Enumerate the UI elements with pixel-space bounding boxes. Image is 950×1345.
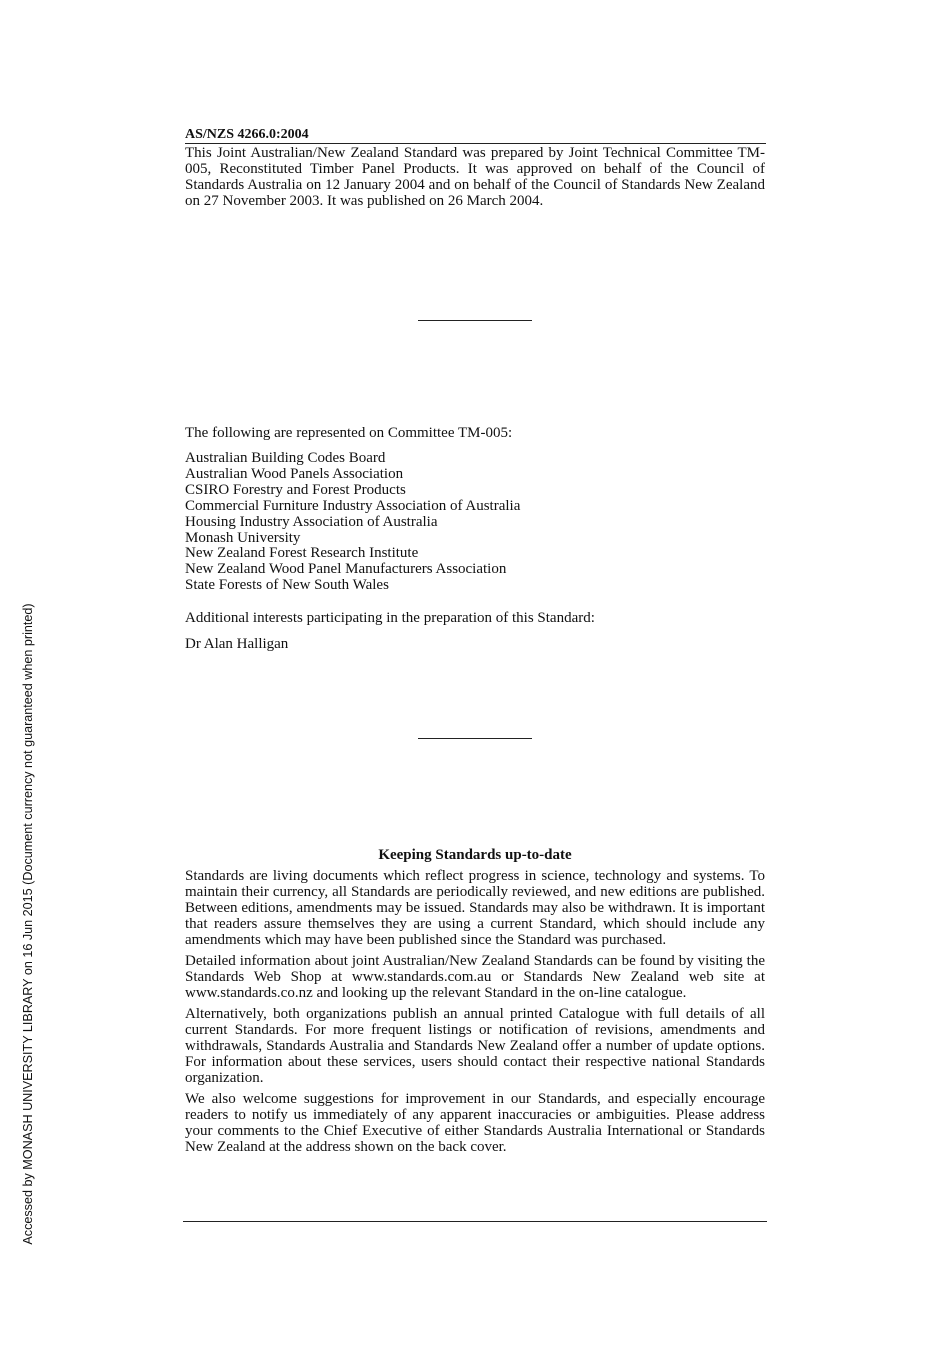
committee-intro: The following are represented on Committee TM-005: [185,425,513,441]
organization-item: New Zealand Wood Panel Manufacturers Association [185,561,507,578]
keeping-paragraph: Alternatively, both organizations publish an annual printed Catalogue with full details of all current Standards. For more frequent listings or notification of revisions, amendments and withdrawals, Standards Australia and Standards New Zealand offer a number of update options. For information about these services, users should contact their respective national Standards organization. [185,1006,765,1086]
keeping-paragraph: Detailed information about joint Australian/New Zealand Standards can be found by visiting the Standards Web Shop at www.standards.com.au or Standards New Zealand web site at www.standards.co.nz and looking up the relevant Standard in the on-line catalogue. [185,953,765,1001]
keeping-paragraph: We also welcome suggestions for improvement in our Standards, and especially encourage readers to notify us immediately of any apparent inaccuracies or ambiguities. Please address your comments to the Chief Executive of either Standards Australia International or Standards New Zealand at the address shown on the back cover. [185,1091,765,1155]
organization-item: CSIRO Forestry and Forest Products [185,481,406,498]
additional-interests-intro: Additional interests participating in the preparation of this Standard: [185,610,595,626]
organization-item: Commercial Furniture Industry Association of Australia [185,497,521,514]
section-divider-top [418,320,532,321]
section-divider-bottom [418,738,532,739]
keeping-up-to-date-body [185,868,765,1160]
organization-item: Australian Building Codes Board [185,450,386,466]
organization-item: Australian Wood Panels Association [185,465,404,482]
organization-item: Monash University [185,529,301,546]
organization-item: New Zealand Forest Research Institute [185,545,419,562]
footer-rule [183,1221,767,1222]
standard-identifier: AS/NZS 4266.0:2004 [185,126,766,144]
preface-paragraph: This Joint Australian/New Zealand Standard was prepared by Joint Technical Committee TM-005, Reconstituted Timber Panel Products. It was approved on behalf of the Council of Standards Australia on 12 January 2004 and on behalf of the Council of Standards New Zealand on 27 November 2003. It was published on 26 March 2004. [185,145,765,209]
committee-organization-list [185,451,520,594]
access-watermark-note: Accessed by MONASH UNIVERSITY LIBRARY on 16 Jun 2015 (Document currency not guaranteed when printed) [21,603,35,1245]
additional-interest-person: Dr Alan Halligan [185,636,289,652]
keeping-paragraph: Standards are living documents which reflect progress in science, technology and systems. To maintain their currency, all Standards are periodically reviewed, and new editions are published. Between editions, amendments may be issued. Standards may also be withdrawn. It is important that readers assure themselves they are using a current Standard, which should include any amendments which may have been published since the Standard was purchased. [185,868,765,948]
organization-item: State Forests of New South Wales [185,577,389,594]
keeping-up-to-date-heading: Keeping Standards up-to-date [378,847,572,863]
organization-item: Housing Industry Association of Australia [185,513,438,530]
